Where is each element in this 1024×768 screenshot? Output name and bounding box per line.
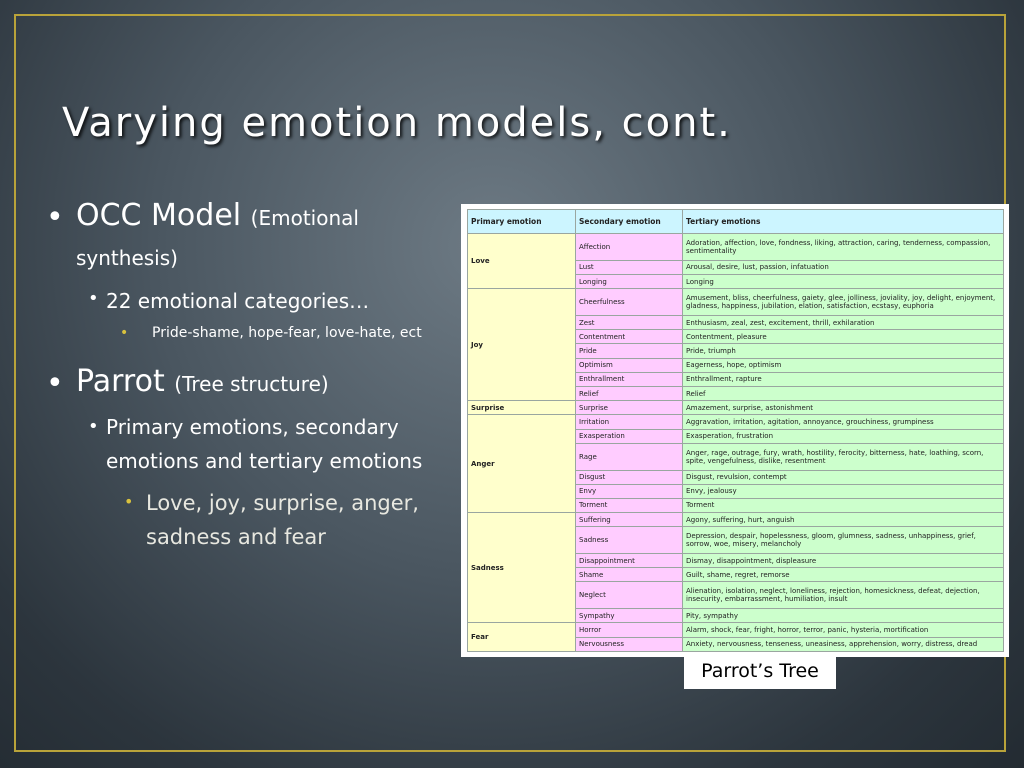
primary-emotion-cell: Surprise <box>468 401 576 415</box>
table-row <box>468 415 1004 429</box>
tertiary-emotions-cell: Pride, triumph <box>683 344 1004 358</box>
secondary-emotion-cell: Sympathy <box>576 609 683 623</box>
primary-emotion-cell: Fear <box>468 623 576 652</box>
bullet-parrot-levels-line1: Primary emotions, secondary <box>106 415 399 439</box>
header-primary: Primary emotion <box>468 210 576 234</box>
bullet-parrot-primaries-line2: sadness and fear <box>146 525 326 549</box>
tertiary-emotions-cell: Amazement, surprise, astonishment <box>683 401 1004 415</box>
primary-emotion-cell: Love <box>468 234 576 289</box>
header-tertiary: Tertiary emotions <box>683 210 1004 234</box>
tertiary-emotions-cell: Agony, suffering, hurt, anguish <box>683 513 1004 527</box>
parrot-emotion-table <box>467 209 1004 652</box>
bullet-occ-model <box>76 198 359 233</box>
caption-parrots-tree: Parrot’s Tree <box>684 656 836 689</box>
tertiary-emotions-cell: Relief <box>683 386 1004 400</box>
tertiary-emotions-cell: Alarm, shock, fear, fright, horror, terror, panic, hysteria, mortification <box>683 623 1004 637</box>
tertiary-emotions-cell: Amusement, bliss, cheerfulness, gaiety, glee, jolliness, joviality, joy, delight, enjoyment, gladness, happiness, jubilation, elation, satisfaction, ecstasy, euphoria <box>683 289 1004 316</box>
bullet-glyph: • <box>46 366 64 401</box>
secondary-emotion-cell: Lust <box>576 260 683 274</box>
secondary-emotion-cell: Exasperation <box>576 429 683 443</box>
bullet-parrot-levels <box>106 410 422 478</box>
secondary-emotion-cell: Nervousness <box>576 637 683 651</box>
tertiary-emotions-cell: Anxiety, nervousness, tenseness, uneasiness, apprehension, worry, distress, dread <box>683 637 1004 651</box>
bullet-glyph: • <box>124 492 134 511</box>
secondary-emotion-cell: Cheerfulness <box>576 289 683 316</box>
bullet-occ-categories: 22 emotional categories… <box>106 289 370 313</box>
secondary-emotion-cell: Longing <box>576 275 683 289</box>
tertiary-emotions-cell: Depression, despair, hopelessness, gloom, glumness, sadness, unhappiness, grief, sorrow, woe, misery, melancholy <box>683 527 1004 554</box>
primary-emotion-cell: Anger <box>468 415 576 513</box>
tertiary-emotions-cell: Longing <box>683 275 1004 289</box>
secondary-emotion-cell: Disgust <box>576 470 683 484</box>
slide-title: Varying emotion models, cont. <box>62 100 732 146</box>
secondary-emotion-cell: Relief <box>576 386 683 400</box>
bullet-parrot-paren: (Tree structure) <box>174 372 329 396</box>
secondary-emotion-cell: Envy <box>576 484 683 498</box>
secondary-emotion-cell: Pride <box>576 344 683 358</box>
secondary-emotion-cell: Disappointment <box>576 554 683 568</box>
bullet-glyph: • <box>46 200 64 235</box>
secondary-emotion-cell: Affection <box>576 234 683 261</box>
secondary-emotion-cell: Contentment <box>576 330 683 344</box>
bullet-occ-paren-continued: synthesis) <box>76 246 178 270</box>
header-secondary: Secondary emotion <box>576 210 683 234</box>
bullet-occ-main: OCC Model <box>76 198 242 233</box>
tertiary-emotions-cell: Guilt, shame, regret, remorse <box>683 568 1004 582</box>
secondary-emotion-cell: Rage <box>576 443 683 470</box>
primary-emotion-cell: Sadness <box>468 513 576 623</box>
secondary-emotion-cell: Irritation <box>576 415 683 429</box>
secondary-emotion-cell: Optimism <box>576 358 683 372</box>
secondary-emotion-cell: Sadness <box>576 527 683 554</box>
secondary-emotion-cell: Shame <box>576 568 683 582</box>
bullet-glyph: • <box>88 288 99 309</box>
secondary-emotion-cell: Suffering <box>576 513 683 527</box>
table-row <box>468 234 1004 261</box>
secondary-emotion-cell: Enthrallment <box>576 372 683 386</box>
secondary-emotion-cell: Torment <box>576 498 683 512</box>
bullet-glyph: • <box>120 325 129 341</box>
bullet-parrot <box>76 364 329 399</box>
table-row <box>468 513 1004 527</box>
tertiary-emotions-cell: Envy, jealousy <box>683 484 1004 498</box>
tertiary-emotions-cell: Arousal, desire, lust, passion, infatuation <box>683 260 1004 274</box>
tertiary-emotions-cell: Pity, sympathy <box>683 609 1004 623</box>
bullet-glyph: • <box>88 416 99 437</box>
tertiary-emotions-cell: Enthusiasm, zeal, zest, excitement, thrill, exhilaration <box>683 316 1004 330</box>
tertiary-emotions-cell: Enthrallment, rapture <box>683 372 1004 386</box>
tertiary-emotions-cell: Eagerness, hope, optimism <box>683 358 1004 372</box>
bullet-parrot-levels-line2: emotions and tertiary emotions <box>106 449 423 473</box>
primary-emotion-cell: Joy <box>468 289 576 401</box>
tertiary-emotions-cell: Dismay, disappointment, displeasure <box>683 554 1004 568</box>
table-row <box>468 401 1004 415</box>
secondary-emotion-cell: Zest <box>576 316 683 330</box>
secondary-emotion-cell: Surprise <box>576 401 683 415</box>
table-row <box>468 623 1004 637</box>
tertiary-emotions-cell: Disgust, revulsion, contempt <box>683 470 1004 484</box>
parrot-tree-table-image <box>461 204 1009 657</box>
tertiary-emotions-cell: Alienation, isolation, neglect, loneliness, rejection, homesickness, defeat, dejection, insecurity, embarrassment, humiliation, insult <box>683 582 1004 609</box>
tertiary-emotions-cell: Torment <box>683 498 1004 512</box>
tertiary-emotions-cell: Adoration, affection, love, fondness, liking, attraction, caring, tenderness, compassion, sentimentality <box>683 234 1004 261</box>
table-header-row <box>468 210 1004 234</box>
bullet-occ-paren: (Emotional <box>250 206 359 230</box>
tertiary-emotions-cell: Anger, rage, outrage, fury, wrath, hostility, ferocity, bitterness, hate, loathing, scorn, spite, vengefulness, dislike, resentment <box>683 443 1004 470</box>
bullet-occ-examples: Pride-shame, hope-fear, love-hate, ect <box>152 325 422 341</box>
bullet-parrot-primaries <box>146 486 419 554</box>
bullet-parrot-main: Parrot <box>76 364 165 399</box>
bullet-parrot-primaries-line1: Love, joy, surprise, anger, <box>146 491 419 515</box>
tertiary-emotions-cell: Exasperation, frustration <box>683 429 1004 443</box>
tertiary-emotions-cell: Aggravation, irritation, agitation, annoyance, grouchiness, grumpiness <box>683 415 1004 429</box>
tertiary-emotions-cell: Contentment, pleasure <box>683 330 1004 344</box>
secondary-emotion-cell: Horror <box>576 623 683 637</box>
table-row <box>468 289 1004 316</box>
secondary-emotion-cell: Neglect <box>576 582 683 609</box>
